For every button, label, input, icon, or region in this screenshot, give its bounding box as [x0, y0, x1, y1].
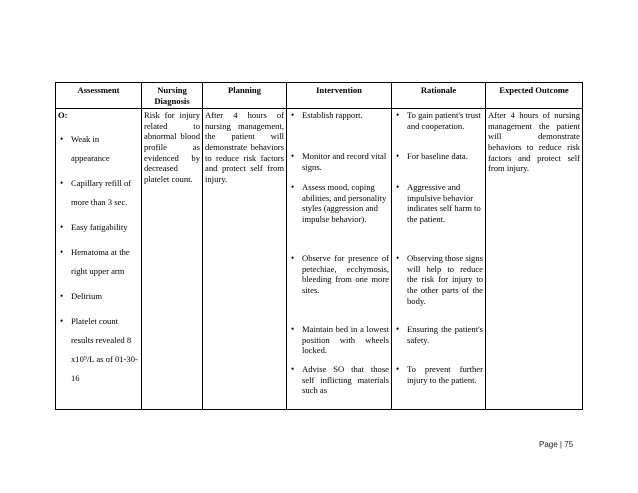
header-assessment: Assessment [56, 83, 142, 109]
assessment-item: • Weak in appearance [58, 130, 139, 168]
assessment-heading: O: [58, 110, 68, 121]
assessment-cell [56, 109, 142, 410]
header-row [56, 83, 583, 109]
intervention-item: • Establish rapport. [289, 110, 389, 151]
nursing-care-plan-table [55, 82, 583, 410]
intervention-item: • Advise SO that those self inflicting materials such as [289, 364, 389, 396]
assessment-item: • Hematoma at the right upper arm [58, 243, 139, 281]
assessment-item: • Delirium [58, 287, 139, 306]
page-number: Page | 75 [539, 440, 574, 449]
expected-outcome-text: After 4 hours of nursing management the patient will demonstrate behaviors to reduce risk factors and protect self from injury. [488, 110, 580, 174]
nursing-diagnosis-cell [142, 109, 203, 410]
header-planning: Planning [203, 83, 287, 109]
rationale-item: • Aggressive and impulsive behavior indicates self harm to the patient. [394, 182, 483, 253]
intervention-item: • Maintain bed in a lowest position with wheels locked. [289, 324, 389, 364]
care-plan-row [56, 109, 583, 410]
rationale-item: • Observing those signs will help to reduce the risk for injury to the other parts of the body. [394, 253, 483, 324]
intervention-cell [287, 109, 392, 410]
rationale-item: • To prevent further injury to the patient. [394, 364, 483, 385]
header-expected-outcome: Expected Outcome [486, 83, 583, 109]
intervention-item: • Monitor and record vital signs. [289, 151, 389, 182]
intervention-item: • Observe for presence of petechiae, ecchymosis, bleeding from one more sites. [289, 253, 389, 324]
assessment-item: • Easy fatigability [58, 218, 139, 237]
assessment-item: • Platelet count results revealed 8 x10⁹/L as of 01-30-16 [58, 312, 139, 388]
planning-text: After 4 hours of nursing management, the patient will demonstrate behaviors to reduce risk factors and protect self from injury. [205, 110, 284, 184]
header-nursing-diagnosis: Nursing Diagnosis [142, 83, 203, 109]
rationale-item: • For baseline data. [394, 151, 483, 182]
rationale-item: • To gain patient's trust and cooperation. [394, 110, 483, 151]
rationale-item: • Ensuring the patient's safety. [394, 324, 483, 364]
header-intervention: Intervention [287, 83, 392, 109]
intervention-item: • Assess mood, coping abilities, and personality styles (aggression and impulse behavior). [289, 182, 389, 253]
expected-outcome-cell [486, 109, 583, 410]
assessment-item: • Capillary refill of more than 3 sec. [58, 174, 139, 212]
planning-cell [203, 109, 287, 410]
header-rationale: Rationale [392, 83, 486, 109]
nursing-diagnosis-text: Risk for injury related to abnormal blood profile as evidenced by decreased platelet count. [144, 110, 200, 184]
rationale-cell [392, 109, 486, 410]
